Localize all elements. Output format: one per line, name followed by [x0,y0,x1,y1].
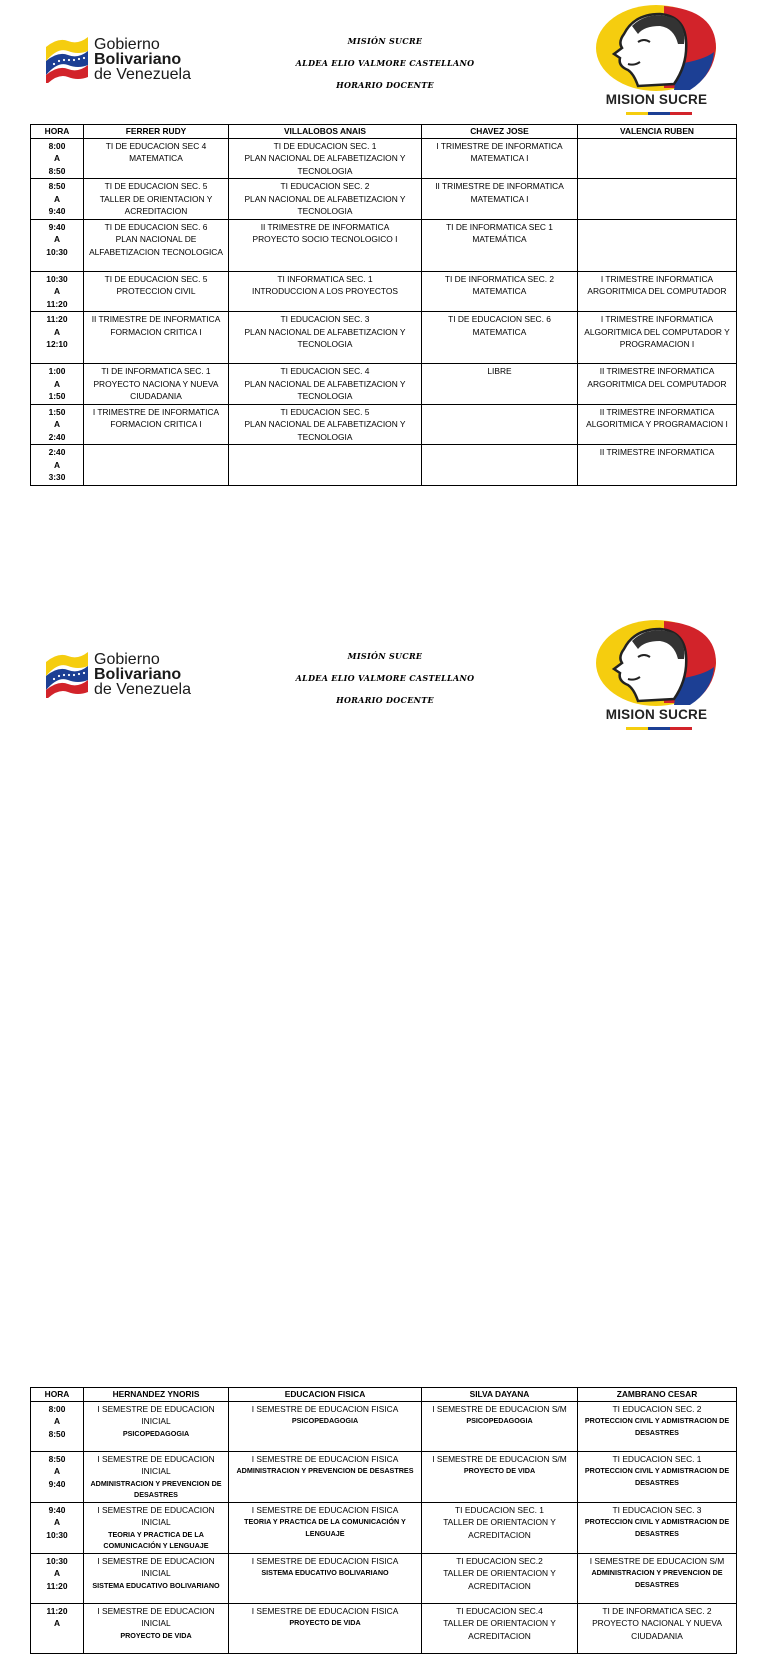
schedule-cell: I SEMESTRE DE EDUCACION FISICA SISTEMA EDUCATIVO BOLIVARIANO [229,1553,422,1603]
schedule-cell: I TRIMESTRE DE INFORMATICA MATEMATICA I [422,138,578,179]
schedule-cell: I SEMESTRE DE EDUCACION INICIAL PROYECTO DE VIDA [84,1603,229,1653]
table-row [31,404,737,445]
column-header: HORA [31,1388,84,1402]
schedule-cell: I SEMESTRE DE EDUCACION FISICA PSICOPEDAGOGIA [229,1401,422,1451]
heading-aldea: ALDEA ELIO VALMORE CASTELLANO [295,673,475,683]
column-header: HERNANDEZ YNORIS [84,1388,229,1402]
gobierno-bolivariano-logo [44,648,204,700]
schedule-cell: TI EDUCACION SEC. 5 PLAN NACIONAL DE ALFABETIZACION Y TECNOLOGIA [229,404,422,445]
schedule-cell: I SEMESTRE DE EDUCACION INICIAL TEORIA Y PRACTICA DE LA COMUNICACIÓN Y LENGUAJE [84,1502,229,1553]
schedule-cell: I TRIMESTRE INFORMATICA ARGORITMICA DEL COMPUTADOR [578,271,737,312]
schedule-cell [578,219,737,271]
column-header: VALENCIA RUBEN [578,125,737,139]
schedule-cell: TI DE INFORMATICA SEC. 2 PROYECTO NACIONAL Y NUEVA CIUDADANIA [578,1603,737,1653]
mision-sucre-logo [594,4,719,120]
schedule-table-1 [30,124,737,486]
heading-horario: HORARIO DOCENTE [336,80,434,90]
table-row [31,1553,737,1603]
schedule-cell: TI EDUCACION SEC. 3 PLAN NACIONAL DE ALFABETIZACION Y TECNOLOGIA [229,312,422,364]
schedule-cell: I SEMESTRE DE EDUCACION S/M PROYECTO DE VIDA [422,1451,578,1502]
schedule-cell: I SEMESTRE DE EDUCACION FISICA PROYECTO DE VIDA [229,1603,422,1653]
hora-cell: 8:50 A 9:40 [31,179,84,220]
heading-mision: MISIÓN SUCRE [347,36,423,46]
logo-text-line-1: Gobierno [94,651,160,668]
hora-cell: 10:30 A 11:20 [31,271,84,312]
mision-sucre-logo [594,619,719,735]
hora-cell: 2:40 A 3:30 [31,445,84,486]
sucre-portrait-icon [594,4,719,94]
mision-sucre-text: MISION SUCRE [605,707,708,722]
schedule-cell: II TRIMESTRE DE INFORMATICA MATEMATICA I [422,179,578,220]
table-header-row [31,1388,737,1402]
schedule-cell: TI EDUCACION SEC. 2 PROTECCION CIVIL Y ADMISTRACION DE DESASTRES [578,1401,737,1451]
hora-cell: 11:20 A [31,1603,84,1653]
hora-cell: 8:00 A 8:50 [31,138,84,179]
schedule-cell: TI EDUCACION SEC. 4 PLAN NACIONAL DE ALFABETIZACION Y TECNOLOGIA [229,364,422,405]
mision-sucre-text: MISION SUCRE [605,92,708,107]
schedule-cell: TI DE EDUCACION SEC. 5 TALLER DE ORIENTACION Y ACREDITACION [84,179,229,220]
schedule-cell: TI DE INFORMATICA SEC. 2 MATEMATICA [422,271,578,312]
schedule-cell: TI DE EDUCACION SEC 4 MATEMATICA [84,138,229,179]
schedule-cell: TI DE EDUCACION SEC. 6 PLAN NACIONAL DE ALFABETIZACION TECNOLOGICA [84,219,229,271]
schedule-cell: TI EDUCACION SEC.4 TALLER DE ORIENTACION Y ACREDITACION [422,1603,578,1653]
schedule-cell: LIBRE [422,364,578,405]
hora-cell: 1:50 A 2:40 [31,404,84,445]
schedule-cell: I SEMESTRE DE EDUCACION INICIAL PSICOPEDAGOGIA [84,1401,229,1451]
venezuela-flag-icon [44,648,90,698]
table-row [31,1401,737,1451]
schedule-cell: I SEMESTRE DE EDUCACION S/M ADMINISTRACION Y PREVENCION DE DESASTRES [578,1553,737,1603]
schedule-cell: TI EDUCACION SEC. 1 TALLER DE ORIENTACION Y ACREDITACION [422,1502,578,1553]
heading-horario: HORARIO DOCENTE [336,695,434,705]
column-header: ZAMBRANO CESAR [578,1388,737,1402]
table-row [31,364,737,405]
schedule-cell: TI EDUCACION SEC. 3 PROTECCION CIVIL Y ADMISTRACION DE DESASTRES [578,1502,737,1553]
hora-cell: 9:40 A 10:30 [31,1502,84,1553]
schedule-cell [229,445,422,486]
logo-text-line-3: de Venezuela [94,66,191,83]
schedule-cell [578,179,737,220]
logo-text-line-2: Bolivariano [94,666,182,683]
table-row [31,1502,737,1553]
heading-aldea: ALDEA ELIO VALMORE CASTELLANO [295,58,475,68]
table-row [31,219,737,271]
table-row [31,138,737,179]
column-header: SILVA DAYANA [422,1388,578,1402]
schedule-cell: TI DE EDUCACION SEC. 5 PROTECCION CIVIL [84,271,229,312]
table-header-row [31,125,737,139]
hora-cell: 1:00 A 1:50 [31,364,84,405]
schedule-cell: II TRIMESTRE DE INFORMATICA PROYECTO SOCIO TECNOLOGICO I [229,219,422,271]
gobierno-bolivariano-logo [44,33,204,85]
column-header: CHAVEZ JOSE [422,125,578,139]
table-row [31,1451,737,1502]
schedule-cell: I TRIMESTRE DE INFORMATICA FORMACION CRITICA I [84,404,229,445]
column-header: HORA [31,125,84,139]
schedule-cell: I SEMESTRE DE EDUCACION INICIAL SISTEMA EDUCATIVO BOLIVARIANO [84,1553,229,1603]
heading-mision: MISIÓN SUCRE [347,651,423,661]
column-header: VILLALOBOS ANAIS [229,125,422,139]
schedule-cell [578,138,737,179]
logo-text-line-2: Bolivariano [94,51,182,68]
schedule-cell: II TRIMESTRE DE INFORMATICA FORMACION CRITICA I [84,312,229,364]
logo-text-line-1: Gobierno [94,36,160,53]
schedule-cell: TI DE INFORMATICA SEC. 1 PROYECTO NACIONA Y NUEVA CIUDADANIA [84,364,229,405]
hora-cell: 8:00 A 8:50 [31,1401,84,1451]
schedule-cell: I SEMESTRE DE EDUCACION FISICA ADMINISTRACION Y PREVENCION DE DESASTRES [229,1451,422,1502]
schedule-table-2 [30,1387,737,1654]
venezuela-flag-icon [44,33,90,83]
schedule-cell: TI INFORMATICA SEC. 1 INTRODUCCION A LOS PROYECTOS [229,271,422,312]
hora-cell: 8:50 A 9:40 [31,1451,84,1502]
table-row [31,312,737,364]
schedule-cell: II TRIMESTRE INFORMATICA ALGORITMICA Y PROGRAMACION I [578,404,737,445]
schedule-cell: I TRIMESTRE INFORMATICA ALGORITMICA DEL COMPUTADOR Y PROGRAMACION I [578,312,737,364]
schedule-cell: II TRIMESTRE INFORMATICA ARGORITMICA DEL COMPUTADOR [578,364,737,405]
hora-cell: 9:40 A 10:30 [31,219,84,271]
schedule-cell: TI EDUCACION SEC.2 TALLER DE ORIENTACION Y ACREDITACION [422,1553,578,1603]
column-header: FERRER RUDY [84,125,229,139]
schedule-cell: TI DE INFORMATICA SEC 1 MATEMÁTICA [422,219,578,271]
schedule-cell: I SEMESTRE DE EDUCACION S/M PSICOPEDAGOGIA [422,1401,578,1451]
schedule-cell: I SEMESTRE DE EDUCACION FISICA TEORIA Y PRACTICA DE LA COMUNICACIÓN Y LENGUAJE [229,1502,422,1553]
sucre-portrait-icon [594,619,719,709]
schedule-cell: TI DE EDUCACION SEC. 1 PLAN NACIONAL DE ALFABETIZACION Y TECNOLOGIA [229,138,422,179]
table-row [31,271,737,312]
hora-cell: 10:30 A 11:20 [31,1553,84,1603]
column-header: EDUCACION FISICA [229,1388,422,1402]
schedule-cell [422,404,578,445]
schedule-cell: TI DE EDUCACION SEC. 6 MATEMATICA [422,312,578,364]
table-row [31,179,737,220]
schedule-cell [84,445,229,486]
table-row [31,445,737,486]
schedule-cell: TI EDUCACION SEC. 1 PROTECCION CIVIL Y ADMISTRACION DE DESASTRES [578,1451,737,1502]
schedule-cell: TI EDUCACION SEC. 2 PLAN NACIONAL DE ALFABETIZACION Y TECNOLOGIA [229,179,422,220]
hora-cell: 11:20 A 12:10 [31,312,84,364]
schedule-cell: I SEMESTRE DE EDUCACION INICIAL ADMINISTRACION Y PREVENCION DE DESASTRES [84,1451,229,1502]
logo-text-line-3: de Venezuela [94,681,191,698]
table-row [31,1603,737,1653]
schedule-cell: II TRIMESTRE INFORMATICA [578,445,737,486]
schedule-cell [422,445,578,486]
